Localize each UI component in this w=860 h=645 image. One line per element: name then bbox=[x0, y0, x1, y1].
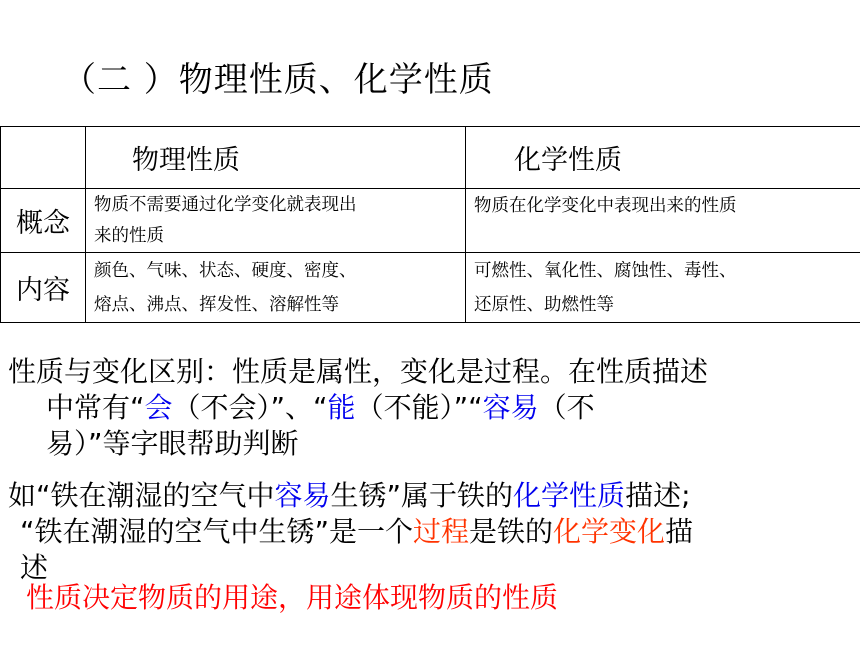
text-span: （不会）”、“ bbox=[172, 391, 328, 424]
physical-content-cell bbox=[86, 253, 466, 323]
row-label-concept: 概念 bbox=[1, 189, 86, 253]
paragraph-line: 易）”等字眼帮助判断 bbox=[46, 427, 299, 460]
table-row bbox=[1, 253, 860, 323]
paragraph-line bbox=[8, 390, 708, 426]
keyword-chemical-property: 化学性质 bbox=[513, 479, 626, 512]
text-span: 生锈”属于铁的 bbox=[330, 479, 514, 512]
text-span: 描述; bbox=[625, 479, 691, 512]
keyword-chemical-change: 化学变化 bbox=[553, 515, 666, 548]
properties-table bbox=[0, 126, 860, 323]
slide-title: （二 ）物理性质、化学性质 bbox=[62, 60, 494, 100]
text-span: 中常有“ bbox=[46, 391, 145, 424]
row-label-content: 内容 bbox=[1, 253, 86, 323]
paragraph-line bbox=[8, 514, 693, 550]
keyword-rongyi: 容易 bbox=[482, 391, 539, 424]
table-header-row bbox=[1, 127, 860, 189]
summary-text: 性质决定物质的用途，用途体现物质的性质 bbox=[26, 581, 559, 614]
cell-line: 物质在化学变化中表现出来的性质 bbox=[474, 196, 737, 216]
table-row bbox=[1, 189, 860, 253]
keyword-process: 过程 bbox=[413, 515, 470, 548]
keyword-hui: 会 bbox=[144, 391, 173, 424]
keyword-rongyi: 容易 bbox=[274, 479, 331, 512]
text-span: “铁在潮湿的空气中生锈”是一个 bbox=[20, 515, 414, 548]
text-span: （不能）”“ bbox=[355, 391, 483, 424]
paragraph-line: 性质与变化区别：性质是属性，变化是过程。在性质描述 bbox=[8, 355, 709, 388]
paragraph-line bbox=[8, 478, 693, 514]
text-span: 如“铁在潮湿的空气中 bbox=[8, 479, 275, 512]
text-span: （不 bbox=[538, 391, 595, 424]
cell-line: 可燃性、氧化性、腐蚀性、毒性、 bbox=[474, 260, 737, 281]
cell-line: 熔点、沸点、挥发性、溶解性等 bbox=[94, 294, 339, 315]
chemical-content-cell bbox=[466, 253, 860, 323]
cell-line: 来的性质 bbox=[94, 225, 164, 246]
distinction-paragraph bbox=[8, 354, 708, 462]
paragraph-line: 述 bbox=[20, 551, 49, 584]
chemical-concept-cell bbox=[466, 189, 860, 253]
physical-concept-cell bbox=[86, 189, 466, 253]
cell-line: 颜色、气味、状态、硬度、密度、 bbox=[94, 260, 357, 281]
table-header-corner bbox=[1, 127, 86, 189]
text-span: 描 bbox=[665, 515, 694, 548]
text-span: 是铁的 bbox=[469, 515, 554, 548]
cell-line: 物质不需要通过化学变化就表现出 bbox=[94, 194, 357, 215]
cell-line: 还原性、助燃性等 bbox=[474, 294, 614, 315]
example-paragraph bbox=[8, 478, 693, 586]
table-header-chemical: 化学性质 bbox=[466, 127, 860, 189]
table-header-physical: 物理性质 bbox=[86, 127, 466, 189]
keyword-neng: 能 bbox=[327, 391, 356, 424]
